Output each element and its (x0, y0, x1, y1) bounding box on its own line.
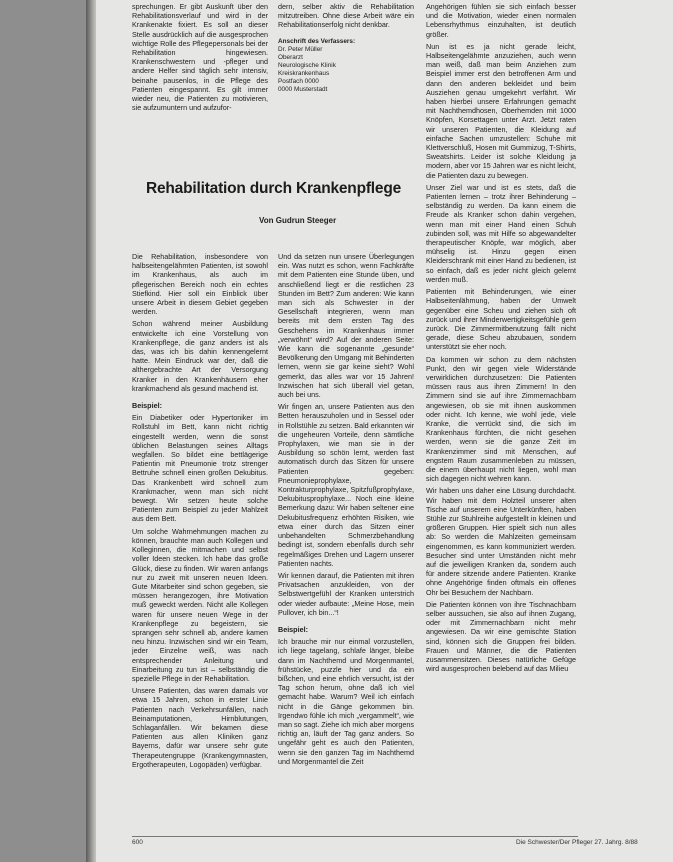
magazine-page (96, 0, 673, 862)
paragraph: Unser Ziel war und ist es stets, daß die Patienten lernen – trotz ihrer Behinderung – selbständig zu werden. Da kann einem die Freude als Kranker schon dahin vergehen, wenn man mit einer Hand einen Schuh zubinden soll, was mit Hilfe so abgewandelter therapeutischer Knöpfe, war möglich, aber mühselig ist. Hinzu gegen einen Kleiderschrank mit einer Hand zu bedienen, ist so einfach, daß es jeder nicht gleich gelernt werden muß. (426, 182, 576, 284)
address-line: Kreiskrankenhaus (278, 69, 330, 77)
article-byline: Von Gudrun Steeger (259, 216, 337, 225)
subheading: Beispiel: (278, 624, 308, 634)
top-left-text (132, 2, 268, 115)
subheading: Beispiel: (132, 401, 162, 411)
paragraph: Schon während meiner Ausbildung entwickelte ich eine Vorstellung von Krankenpflege, die ganz anders ist als das, was ich bis dahin kennengelernt hatte. Mein Eindruck war der, daß die althergebrachte Art der Versorgung Kranker in den Krankenhäusern eher krankmachend als gesund machend ist. (132, 319, 268, 393)
paragraph: Die Rehabilitation, insbesondere von halbseitengelähmten Patienten, ist sowohl im Krankenhaus, als auch im pflegerischen Bereich noch ein echtes Stiefkind. Hier soll ein Einblick über unsere Arbeit in diesem Gebiet gegeben werden. (132, 252, 268, 317)
author-address (278, 38, 414, 94)
top-middle-text (278, 2, 414, 94)
paragraph: Nun ist es ja nicht gerade leicht, Halbseitengelähmte anzuziehen, auch wenn man weiß, daß man beim Anziehen zum Beispiel immer erst den betroffenen Arm und dann den anderen bekleidet und beim Ausziehen genau umgekehrt verfährt. Wir haben hierbei unsere Erfahrungen gemacht mit Nachthemdhosen, Oberhemden mit 1000 Knöpfen, Korsettagen unter Arzt. Jetzt raten wir unseren Patienten, die Kleidung auf einfache Sachen umzustellen: Schuhe mit Klettverschluß, Hosen mit Gummizug, T-Shirts, Sweatshirts. Leider ist solche Kleidung ja modern, aber vor 15 Jahren war es nicht leicht, die Patienten dazu zu bewegen. (426, 41, 576, 180)
paragraph: Wir kennen darauf, die Patienten mit ihren Privatsachen anzukleiden, von der Selbstwertgefühl der Kranken unterstrich oder wieder aufbaute: „Meine Hose, mein Pullover, ich bin...“! (278, 570, 414, 617)
paragraph: Da kommen wir schon zu dem nächsten Punkt, den wir gegen viele Widerstände verwirklichen durchzusetzen: Die Patienten müssen raus aus ihren Zimmern! In den Zimmern sind sie auf ihre Zimmernachbarn angewiesen, ob sie mit ihnen auskommen oder nicht. Ich kenne, wie wohl jede, viele Kranke, die verrückt sind, die sich im Krankenhaus fürchten, die nicht gesehen werden, wenn sie die ganze Zeit im Krankenzimmer sind mit Menschen, auf engstem Raum zusammenleben zu müssen, die einem überhaupt nicht liegen, wohl man sich dagegen nicht wehren kann. (426, 354, 576, 484)
paragraph: Und da setzen nun unsere Überlegungen ein. Was nutzt es schon, wenn Fachkräfte mit dem Patienten eine Stunde üben, und anschließend liegt er die restlichen 23 Stunden im Bett? Zum anderen: Wie kann man sich als Schwester in der Gesellschaft integrieren, wenn man bereits mit dem ersten Tag des Geschehens im Krankenhaus immer „verwöhnt“ wird? Auf der anderen Seite: Wie kann die sogenannte „gesunde“ Bevölkerung den Umgang mit Behinderten lernen, wenn sie gar keine sieht? Wohl gemerkt, das alles war vor 15 Jahren! Inzwischen hat sich überall viel getan, auch bei uns. (278, 252, 414, 400)
paragraph: Ich brauche mir nur einmal vorzustellen, ich liege tagelang, schlafe länger, bleibe dann im Nachthemd und Morgenmantel, frühstücke, puzzle hier und da ein bißchen, und eine ehrlich versucht, ist der Tag schon herum, ohne daß ich viel gemacht habe. Warum? Weil ich einfach nicht in die Gänge gekommen bin. Irgendwo fühle ich mich „vergammelt“, wie man so sagt. Ziehe ich mich aber morgens richtig an, läuft der Tag ganz anders. So ungefähr geht es auch den Patienten, wenn sie den ganzen Tag im Nachthemd und Morgenmantel die Zeit (278, 637, 414, 766)
address-line: Neurologische Klinik (278, 61, 336, 69)
column-1 (132, 252, 268, 832)
paragraph: Ein Diabetiker oder Hypertoniker im Rollstuhl im Bett, kann nicht richtig eingestellt werden, wenn die sonst üblichen Belastungen seines Alltags wegfallen. So bildet eine bettlägerige Patientin mit Pneumonie trotz strenger Bettruhe schnell einen großen Dekubitus. Das Krankenbett wird schnell zum Krankmacher, wenn man sich nicht bewegt. Wir setzen heute solche Patienten zum Beispiel zu jeder Mahlzeit aus dem Bett. (132, 413, 268, 524)
page-number: 600 (132, 839, 143, 846)
paragraph: sprechungen. Er gibt Auskunft über den Rehabilitationsverlauf und wird in der Krankenakte fixiert. Es soll an dieser Stelle ausdrücklich auf die ausgesprochen wichtige Rolle des Pflegepersonals bei der Rehabilitation hingewiesen. Krankenschwestern und -pfleger und andere Helfer sind täglich sehr intensiv, beinahe pausenlos, in die Pflege des Patienten eingespannt. Es gilt immer wieder neu, die Patienten zu motivieren, sie aufzumuntern und aufzufor- (132, 2, 268, 113)
paragraph: Unsere Patienten, das waren damals vor etwa 15 Jahren, schon in erster Linie Patienten nach Verkehrsunfällen, nach Beinamputationen, Hirnblutungen, Schlaganfällen. Wir bekamen diese Patienten aus allen Kliniken ganz Bayerns, dafür war unsere sehr gute Therapeutengruppe (Krankengymnasten, Ergotherapeuten, Logopäden) verfügbar. (132, 686, 268, 769)
paragraph: Die Patienten können von ihre Tischnachbarn selber aussuchen, sie also auf ihnen Zugang, oder mit Zimmernachbarn nicht mehr angewiesen. Da wir eine gemischte Station sind, können sich die Gruppen frei bilden. Frauen und Männer, die die Patienten zusammensitzen. Dieses natürliche Gefüge wird ausgesprochen belebend auf das Milieu (426, 599, 576, 674)
address-line: Oberarzt (278, 53, 303, 61)
paragraph: Um solche Wahrnehmungen machen zu können, brauchte man auch Kollegen und Kolleginnen, die mitmachen und selbst voller Ideen stecken. Ich habe das große Glück, diese zu finden. Wir waren anfangs nur zu zweit mit unseren neuen Ideen. Gute Mitarbeiter sind schon gegeben, sie müssen herangezogen, ihre Motivation muß geweckt werden. Nicht alle Kollegen waren für unsere neuen Wege in der Krankenpflege zu begeistern, sie sprangen sehr schnell ab, andere kamen neu hinzu. Inzwischen sind wir ein Team, jeder Einzelne weiß, was nach entsprechender Anleitung und Einarbeitung zu tun ist – selbständig die spezielle Pflege in der Rehabilitation. (132, 526, 268, 683)
journal-reference: Die Schwester/Der Pfleger 27. Jahrg. 8/88 (516, 839, 638, 846)
paragraph: Wir fingen an, unsere Patienten aus den Betten herauszuholen und in Sessel oder in Rollstühle zu setzen. Bald erkannten wir die ungeheuren Vorteile, denn sämtliche Prophylaxen, wie man sie in der Ausbildung so schön lernt, werden fast automatisch durch das Sitzen für unsere Patienten gegeben: Pneumonieprophylaxe, Kontrakturprophylaxe, Spitzfußprophylaxe, Dekubitusprophylaxe... Noch eine kleine Bemerkung dazu: Wir haben seltener eine Dekubitusfrequenz erhöhten Risiken, wie etwa einer durch das Sitzen einer unbehandelten Schmerzbehandlung bedingt ist, sondern ebenfalls durch sehr regelmäßiges Drehen und Lagern unserer Patienten nachts. (278, 402, 414, 568)
column-2 (278, 252, 414, 832)
paragraph: Patienten mit Behinderungen, wie einer Halbseitenlähmung, haben der Umwelt gegenüber eine Scheu und ziehen sich oft zurück und ihrer Minderwertigkeitsgefühle gern zurück. Die Zimmermitbenutzung fällt nicht gerade, diese Scheu abzubauen, sondern unterstützt sie eher noch. (426, 287, 576, 352)
footer-rule (132, 836, 578, 837)
paragraph: dern, selber aktiv die Rehabilitation mitzutreiben. Ohne diese Arbeit wäre ein Rehabilitationserfolg nicht denkbar. (278, 2, 414, 30)
paragraph: Wir haben uns daher eine Lösung durchdacht. Wir haben mit dem Holzteil unserer alten Tische auf unserem eine Unterkünften, haben Stühle zur Stuhlreihe aufgestellt in kleinen und größeren Gruppen. Hier spielt sich nun alles ab: So werden die Mahlzeiten gemeinsam eingenommen, es kann kommuniziert werden. Besucher sind unter Umständen nicht mehr auf die jeweiligen Kranken da, sondern auch für andere sitzende andere Patienten. Kranke ohne Angehörige finden oftmals ein offenes Ohr bei Besuchern der Nachbarn. (426, 486, 576, 597)
address-line: Postfach 0000 (278, 77, 319, 85)
article-title: Rehabilitation durch Krankenpflege (146, 180, 402, 197)
address-line: Dr. Peter Müller (278, 45, 323, 53)
address-heading: Anschrift des Verfassers: (278, 37, 356, 45)
address-line: 0000 Musterstadt (278, 85, 328, 93)
column-3 (426, 2, 576, 832)
paragraph: Angehörigen fühlen sie sich einfach besser und die Motivation, wieder einen normalen Lebensrhythmus einzuhalten, ist deutlich größer. (426, 2, 576, 39)
